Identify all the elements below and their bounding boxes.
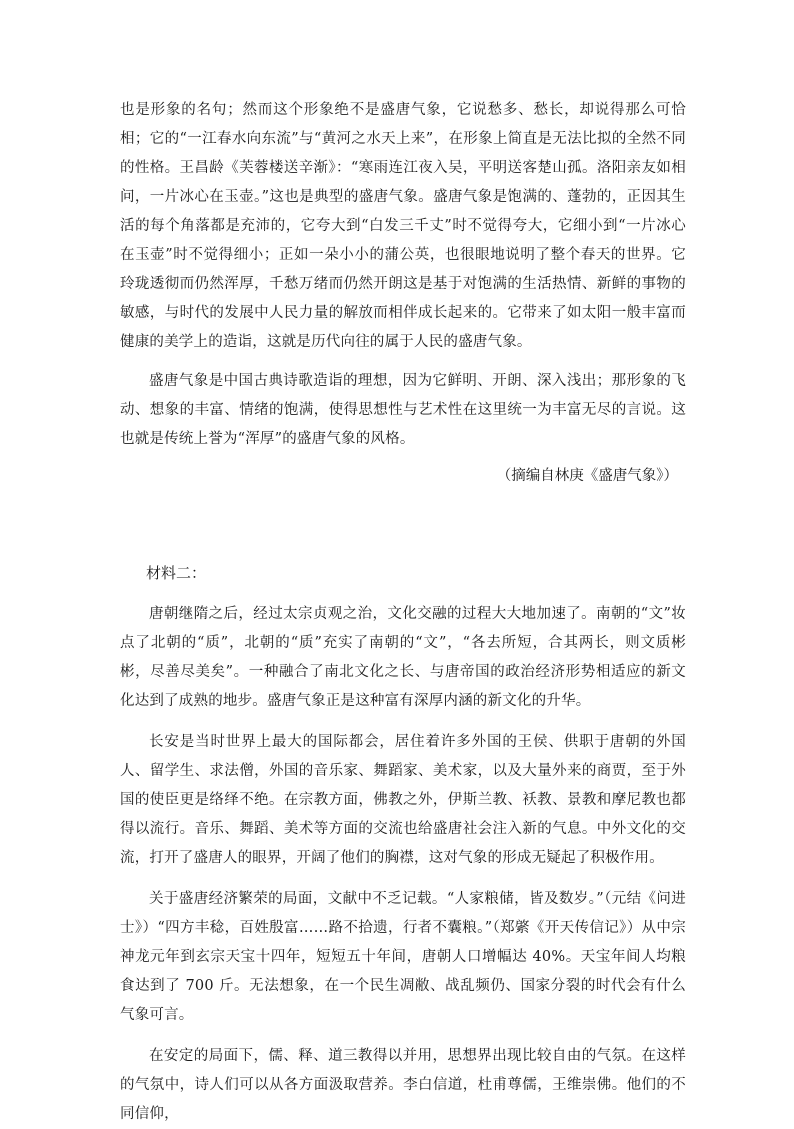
document-page bbox=[120, 96, 686, 1129]
body-paragraph-2: 盛唐气象是中国古典诗歌造诣的理想，因为它鲜明、开朗、深入浅出；那形象的飞动、想象的丰富、情绪的饱满，使得思想性与艺术性在这里统一为丰富无尽的言说。这也就是传统上誉为“浑厚”的盛唐气象的风格。 bbox=[120, 373, 686, 447]
body-paragraph-6: 在安定的局面下，儒、释、道三教得以并用，思想界出现比较自由的气氛。在这样的气氛中，诗人们可以从各方面汲取营养。李白信道，杜甫尊儒，王维崇佛。他们的不同信仰， bbox=[120, 1048, 686, 1122]
body-paragraph-5: 关于盛唐经济繁荣的局面，文献中不乏记载。“人家粮储，皆及数岁。”（元结《问进士》）“四方丰稔，百姓殷富……路不拾遗，行者不囊粮。”（郑綮《开天传信记》）从中宗神龙元年到玄宗天宝十四年，短短五十年间，唐朝人口增幅达 40%。天宝年间人均粮食达到了 700 斤。无法想象，在一个民生凋敝、战乱频仍、国家分裂的时代会有什么气象可言。 bbox=[120, 891, 686, 1023]
body-paragraph-4: 长安是当时世界上最大的国际都会，居住着许多外国的王侯、供职于唐朝的外国人、留学生、求法僧，外国的音乐家、舞蹈家、美术家，以及大量外来的商贾，至于外国的使臣更是络绎不绝。在宗教方面，佛教之外，伊斯兰教、袄教、景教和摩尼教也都得以流行。音乐、舞蹈、美术等方面的交流也给盛唐社会注入新的气息。中外文化的交流，打开了盛唐人的眼界，开阔了他们的胸襟，这对气象的形成无疑起了积极作用。 bbox=[120, 734, 686, 866]
body-paragraph-1: 也是形象的名句；然而这个形象绝不是盛唐气象，它说愁多、愁长，却说得那么可恰相；它的“一江春水向东流”与“黄河之水天上来”，在形象上简直是无法比拟的全然不同的性格。王昌龄《芙蓉楼送辛渐》：“寒雨连江夜入吴，平明送客楚山孤。洛阳亲友如相问，一片冰心在玉壶。”这也是典型的盛唐气象。盛唐气象是饱满的、蓬勃的，正因其生活的每个角落都是充沛的，它夸大到“白发三千丈”时不觉得夸大，它细小到“一片冰心在玉壶”时不觉得细小；正如一朵小小的蒲公英，也很眼地说明了整个春天的世界。它玲珑透彻而仍然浑厚，千愁万绪而仍然开朗这是基于对饱满的生活热情、新鲜的事物的敏感，与时代的发展中人民力量的解放而相伴成长起来的。它带来了如太阳一般丰富而健康的美学上的造诣，这就是历代向往的属于人民的盛唐气象。 bbox=[120, 102, 686, 350]
section-heading: 材料二： bbox=[146, 564, 207, 582]
source-citation: （摘编自林庚《盛唐气象》） bbox=[496, 468, 678, 484]
body-paragraph-3: 唐朝继隋之后，经过太宗贞观之治，文化交融的过程大大地加速了。南朝的“文”妆点了北朝的“质”，北朝的“质”充实了南朝的“文”，“各去所短，合其两长，则文质彬彬，尽善尽美矣”。一种融合了南北文化之长、与唐帝国的政治经济形势相适应的新文化达到了成熟的地步。盛唐气象正是这种富有深厚内涵的新文化的升华。 bbox=[120, 606, 686, 709]
